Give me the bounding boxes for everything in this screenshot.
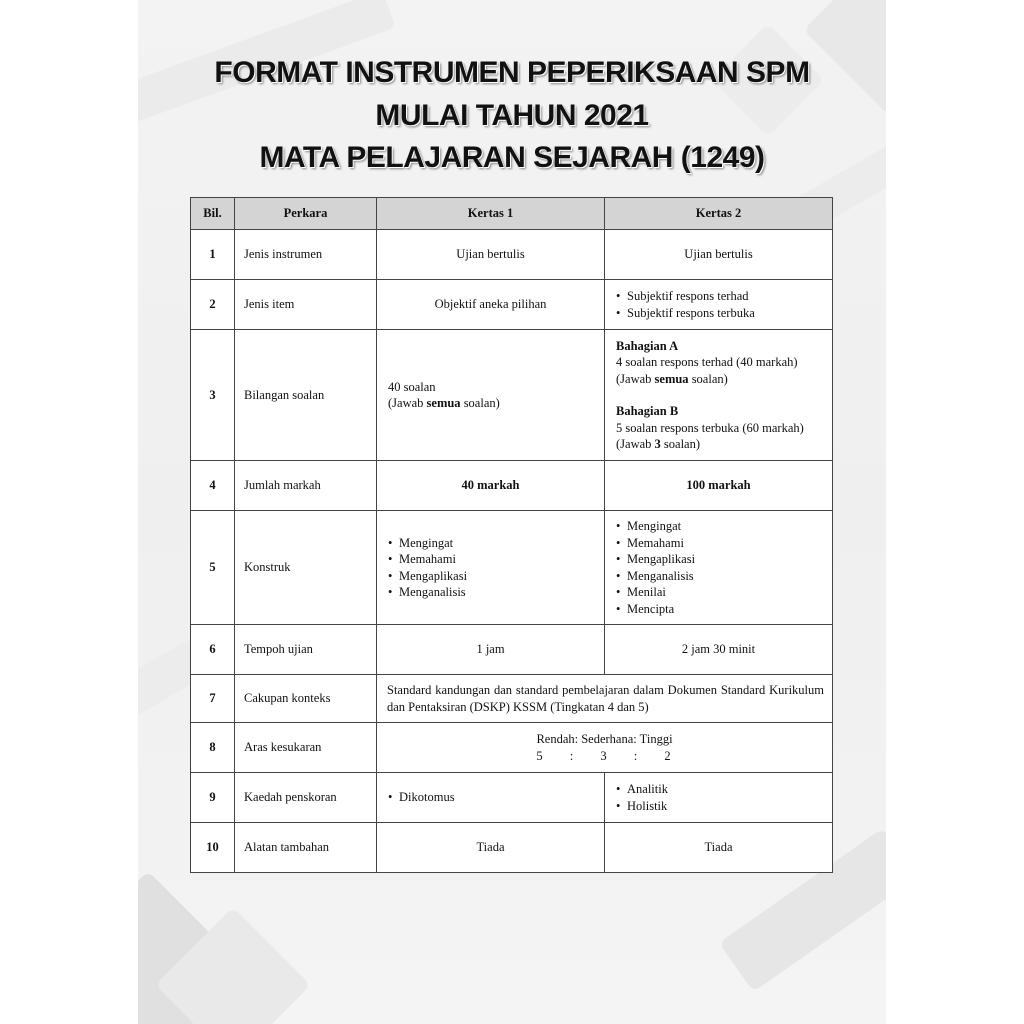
context-coverage-cell: Standard kandungan dan standard pembelajaran dalam Dokumen Standard Kurikulum dan Pentaksiran (DSKP) KSSM (Tingkatan 4 dan 5) — [377, 675, 833, 723]
section-a-instruction: (Jawab semua soalan) — [616, 371, 728, 386]
row-number: 7 — [191, 675, 235, 723]
bullet-list — [606, 518, 831, 617]
table-row — [191, 280, 833, 330]
header-kertas-2: Kertas 2 — [605, 198, 833, 230]
kertas-2-cell — [605, 330, 833, 461]
table-header-row — [191, 198, 833, 230]
kertas-1-cell — [377, 330, 605, 461]
page-title-line-2: MULAI TAHUN 2021 — [375, 99, 649, 132]
page-title-line-3: MATA PELAJARAN SEJARAH (1249) — [259, 141, 765, 174]
list-item: • Mengingat — [388, 535, 603, 552]
row-number: 6 — [191, 625, 235, 675]
kertas-1-cell: Ujian bertulis — [377, 230, 605, 280]
kertas-1-cell — [377, 511, 605, 625]
list-item: • Holistik — [616, 798, 831, 815]
table-row — [191, 511, 833, 625]
kertas-1-cell: 1 jam — [377, 625, 605, 675]
list-item: • Memahami — [388, 551, 603, 568]
bullet-list — [378, 535, 603, 601]
page-title-line-1: FORMAT INSTRUMEN PEPERIKSAAN SPM — [214, 56, 810, 89]
row-item: Bilangan soalan — [235, 330, 377, 461]
row-item: Konstruk — [235, 511, 377, 625]
table-row — [191, 625, 833, 675]
row-item: Jumlah markah — [235, 461, 377, 511]
table-row — [191, 723, 833, 773]
kertas-2-cell: Ujian bertulis — [605, 230, 833, 280]
section-b-instruction: (Jawab 3 soalan) — [616, 437, 701, 451]
kertas-1-cell — [377, 773, 605, 823]
list-item: • Mengaplikasi — [616, 551, 831, 568]
table-row — [191, 823, 833, 873]
kertas-1-cell: Objektif aneka pilihan — [377, 280, 605, 330]
table-row — [191, 773, 833, 823]
table-row — [191, 675, 833, 723]
list-item: • Subjektif respons terhad — [616, 288, 831, 305]
ratio-label: Rendah: Sederhana: Tinggi — [536, 731, 673, 746]
row-item: Alatan tambahan — [235, 823, 377, 873]
list-item: • Memahami — [616, 535, 831, 552]
table-row — [191, 330, 833, 461]
format-table — [190, 197, 833, 873]
row-number: 10 — [191, 823, 235, 873]
bullet-list — [606, 288, 831, 321]
section-a-count: 4 soalan respons terhad (40 markah) — [616, 355, 798, 369]
row-number: 1 — [191, 230, 235, 280]
list-item: • Analitik — [616, 781, 831, 798]
kertas-2-cell — [605, 280, 833, 330]
list-item: • Mencipta — [616, 601, 831, 618]
list-item: • Mengaplikasi — [388, 568, 603, 585]
header-bil: Bil. — [191, 198, 235, 230]
list-item: • Dikotomus — [388, 789, 603, 806]
row-item: Cakupan konteks — [235, 675, 377, 723]
row-item: Tempoh ujian — [235, 625, 377, 675]
list-item: • Subjektif respons terbuka — [616, 305, 831, 322]
header-perkara: Perkara — [235, 198, 377, 230]
row-number: 3 — [191, 330, 235, 461]
bullet-list — [606, 781, 831, 814]
table-row — [191, 230, 833, 280]
list-item: • Menganalisis — [616, 568, 831, 585]
row-item: Kaedah penskoran — [235, 773, 377, 823]
list-item: • Mengingat — [616, 518, 831, 535]
table-row — [191, 461, 833, 511]
section-b-count: 5 soalan respons terbuka (60 markah) — [616, 420, 804, 435]
kertas-2-cell: Tiada — [605, 823, 833, 873]
answer-instruction: (Jawab semua soalan) — [388, 396, 500, 410]
question-count: 40 soalan — [388, 379, 436, 394]
kertas-1-cell: 40 markah — [377, 461, 605, 511]
kertas-2-cell: 2 jam 30 minit — [605, 625, 833, 675]
difficulty-ratio-cell — [377, 723, 833, 773]
kertas-2-cell — [605, 511, 833, 625]
row-item: Aras kesukaran — [235, 723, 377, 773]
row-number: 8 — [191, 723, 235, 773]
row-number: 4 — [191, 461, 235, 511]
row-number: 2 — [191, 280, 235, 330]
kertas-2-cell: 100 markah — [605, 461, 833, 511]
row-item: Jenis instrumen — [235, 230, 377, 280]
kertas-2-cell — [605, 773, 833, 823]
section-b-title: Bahagian B — [616, 404, 679, 418]
ratio-values: 5 : 3 : 2 — [536, 748, 673, 763]
list-item: • Menilai — [616, 584, 831, 601]
header-kertas-1: Kertas 1 — [377, 198, 605, 230]
row-item: Jenis item — [235, 280, 377, 330]
row-number: 9 — [191, 773, 235, 823]
bullet-list — [378, 789, 603, 806]
row-number: 5 — [191, 511, 235, 625]
section-a-title: Bahagian A — [616, 338, 679, 353]
kertas-1-cell: Tiada — [377, 823, 605, 873]
list-item: • Menganalisis — [388, 584, 603, 601]
